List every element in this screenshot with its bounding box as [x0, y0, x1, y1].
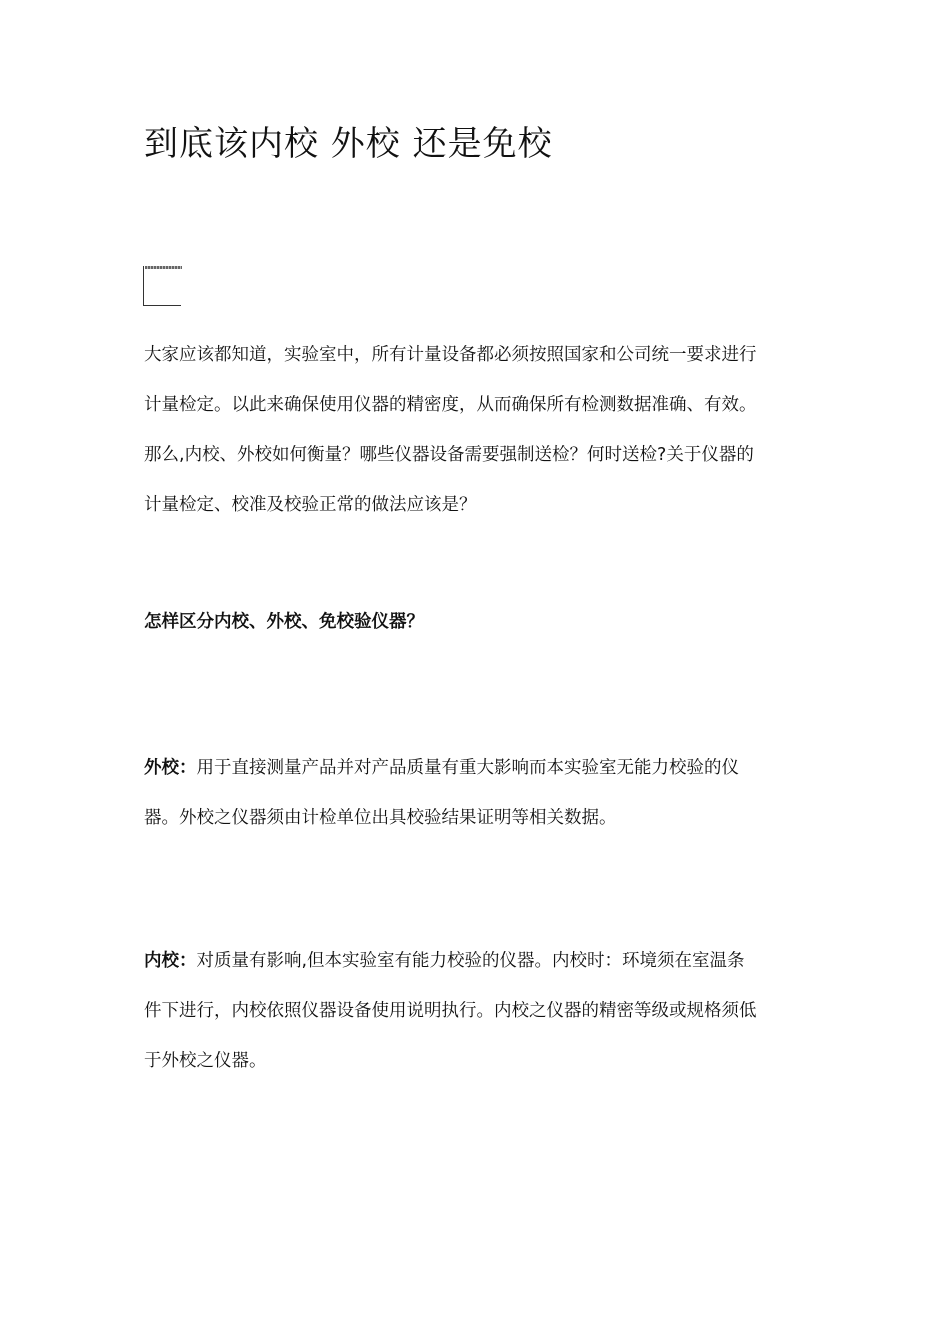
waixiao-text: 用于直接测量产品并对产品质量有重大影响而本实验室无能力校验的仪: [196, 758, 739, 778]
neixiao-paragraph: [144, 936, 824, 1086]
section-heading: 怎样区分内校、外校、免校验仪器？: [144, 612, 424, 632]
intro-line: 计量检定、校准及校验正常的做法应该是？: [144, 495, 477, 515]
image-placeholder: [143, 266, 181, 306]
neixiao-text: 对质量有影响,但本实验室有能力校验的仪器。内校时：环境须在室温条: [196, 951, 745, 971]
intro-line: 大家应该都知道，实验室中，所有计量设备都必须按照国家和公司统一要求进行: [144, 345, 757, 365]
neixiao-line: 于外校之仪器。: [144, 1051, 267, 1071]
neixiao-line: 件下进行，内校依照仪器设备使用说明执行。内校之仪器的精密等级或规格须低: [144, 1001, 757, 1021]
waixiao-line: 器。外校之仪器须由计检单位出具校验结果证明等相关数据。: [144, 808, 617, 828]
waixiao-line: [144, 743, 824, 793]
waixiao-paragraph: [144, 743, 824, 843]
intro-line: 那么,内校、外校如何衡量？哪些仪器设备需要强制送检？何时送检?关于仪器的: [144, 445, 754, 465]
image-thumbnail-strip: [145, 266, 182, 269]
intro-paragraph: [144, 330, 824, 530]
page-title: 到底该内校 外校 还是免校: [144, 124, 553, 164]
neixiao-label: 内校：: [144, 951, 197, 971]
waixiao-label: 外校：: [144, 758, 197, 778]
neixiao-line: [144, 936, 824, 986]
intro-line: 计量检定。以此来确保使用仪器的精密度，从而确保所有检测数据准确、有效。: [144, 395, 757, 415]
